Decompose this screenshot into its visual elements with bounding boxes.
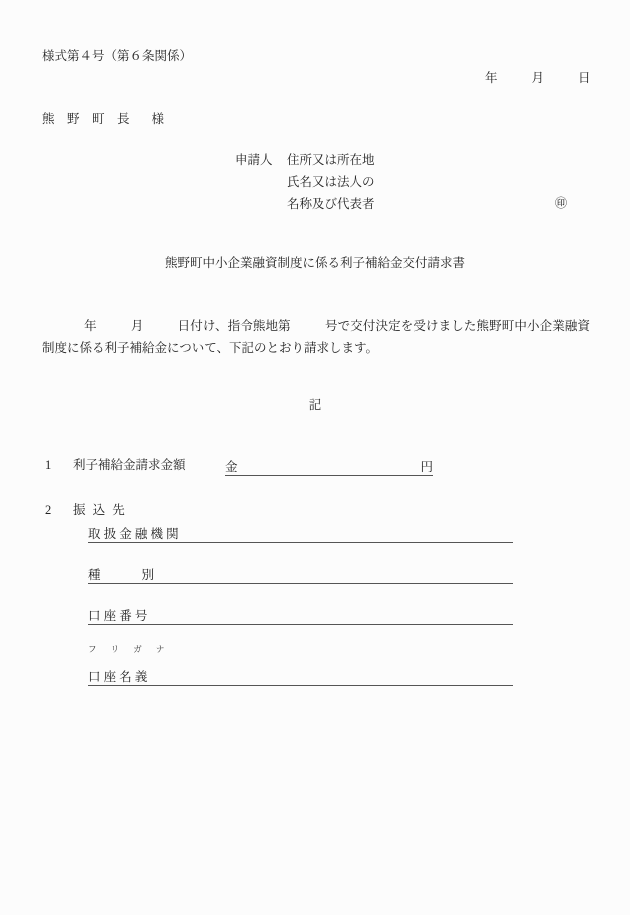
account-type-label [88, 565, 154, 583]
bank-institution-label: 取 扱 金 融 機 関 [88, 527, 179, 541]
account-type-label-b: 別 [141, 568, 154, 582]
date-day-label: 日 [578, 71, 591, 85]
form-number: 様式第４号（第６条関係） [42, 49, 193, 63]
amount-field[interactable] [225, 457, 433, 476]
applicant-name-label-line1: 氏名又は法人の [287, 175, 375, 189]
item-1-number: 1 [45, 458, 52, 472]
addressee-honorific: 様 [151, 112, 165, 126]
date-line [485, 72, 591, 85]
furigana-label: フ リ ガ ナ [88, 644, 171, 654]
account-holder-field[interactable] [88, 666, 513, 686]
account-number-field[interactable] [88, 605, 513, 625]
item-2-label: 振 込 先 [73, 503, 127, 517]
ki-marker: 記 [308, 398, 322, 412]
account-type-field[interactable] [88, 564, 513, 584]
item-1-label: 利子補給金請求金額 [73, 458, 186, 472]
addressee [42, 113, 164, 126]
amount-suffix: 円 [420, 460, 433, 474]
body-month: 月 [130, 319, 144, 333]
body-paragraph [42, 315, 590, 359]
amount-prefix: 金 [225, 460, 238, 474]
page-title: 熊野町中小企業融資制度に係る利子補給金交付請求書 [164, 256, 465, 270]
account-type-label-a: 種 [88, 568, 101, 582]
applicant-address-label: 住所又は所在地 [287, 153, 375, 167]
date-year-label: 年 [485, 71, 498, 85]
bank-institution-field[interactable] [88, 523, 513, 543]
applicant-name-label-line2: 名称及び代表者 [287, 197, 375, 211]
item-2-number: 2 [45, 503, 52, 517]
applicant-label: 申請人 [235, 153, 273, 167]
body-day-and-order: 日付け、指令熊地第 [177, 319, 291, 333]
addressee-name: 熊 野 町 長 [42, 112, 130, 126]
seal-icon: ㊞ [555, 196, 568, 210]
body-year: 年 [84, 319, 97, 333]
body-text: 号で交付決定を受けました熊野町中小企業融資制度に係る利子補給金について、下記のとおり請求します。 [42, 319, 590, 355]
account-holder-label: 口 座 名 義 [88, 670, 148, 684]
date-month-label: 月 [531, 71, 545, 85]
account-number-label: 口 座 番 号 [88, 609, 148, 623]
